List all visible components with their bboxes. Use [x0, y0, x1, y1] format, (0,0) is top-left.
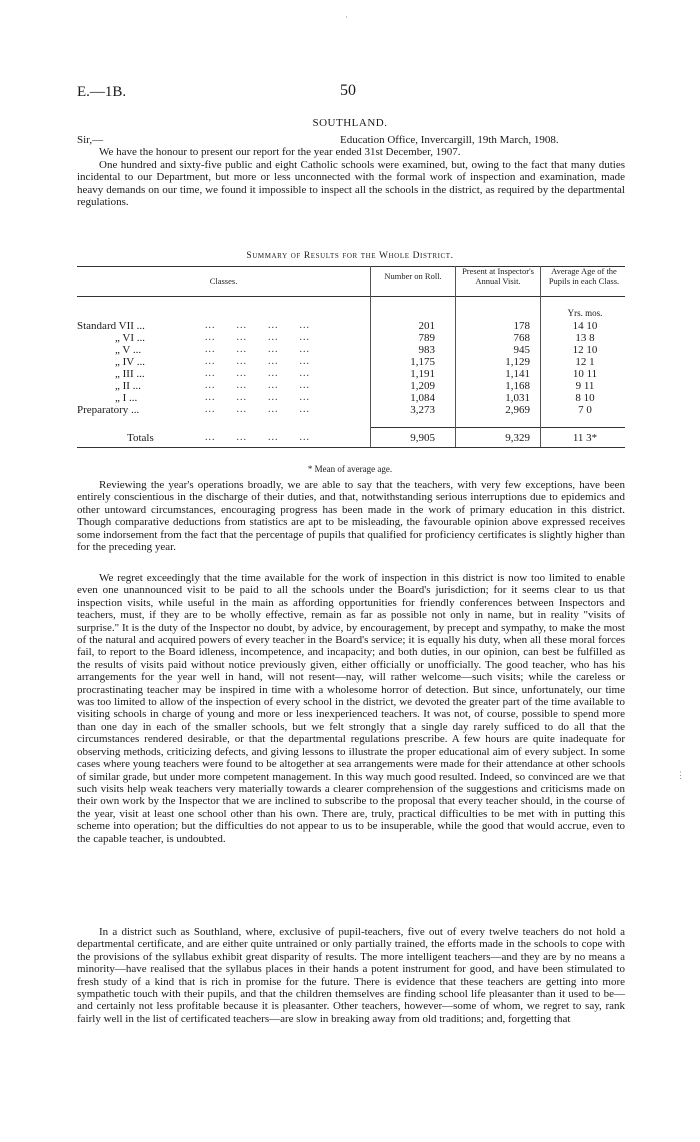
paragraph-review: Reviewing the year's operations broadly, we are able to say that the teachers, with very few exceptions, have been entirely conscientious in the discharge of their duties, and that, notwithstanding serious interruptions due to epidemics and other untoward circumstances, encouraging progress has been made in the work of primary education in this district. Though comparative deductions from statistics are apt to be misleading, the favourable opinion above expressed receives some indorsement from the fact that the percentage of pupils that qualified for proficiency certificates is slightly higher than for the preceding year. [77, 479, 625, 554]
cell-roll: 3,273 [410, 404, 435, 416]
header-age: Average Age of the Pupils in each Class. [548, 266, 620, 286]
cell-roll: 201 [418, 320, 435, 332]
dateline: Education Office, Invercargill, 19th March, 1908. [340, 134, 559, 146]
cell-roll: 983 [418, 344, 435, 356]
paragraph-schools-examined: One hundred and sixty-five public and eight Catholic schools were examined, but, owing to the fact that many duties incidental to our Department, but more or less unconnected with the formal work of inspection and examination, made heavy demands on our time, we found it impossible to inspect all the schools in the district, as required by the departmental regulations. [77, 159, 625, 209]
header-roll: Number on Roll. [384, 271, 442, 281]
cell-present: 2,969 [505, 404, 530, 416]
cell-present: 9,329 [505, 432, 530, 444]
cell-age: 8 10 [575, 392, 595, 404]
table-col-divider-1 [370, 266, 371, 447]
row-label: „ V ... [115, 344, 142, 356]
document-reference: E.—1B. [77, 84, 127, 100]
row-label: „ VI ... [115, 332, 146, 344]
cell-age: 11 3* [572, 432, 598, 444]
table-rule-header [77, 296, 625, 297]
cell-present: 178 [513, 320, 530, 332]
page-number: 50 [340, 82, 356, 99]
cell-roll: 789 [418, 332, 435, 344]
row-label: „ II ... [115, 380, 141, 392]
leader-dots: ... ... ... ... [205, 380, 310, 391]
row-label: „ I ... [115, 392, 138, 404]
age-unit-label: Yrs. mos. [567, 308, 603, 318]
leader-dots: ... ... ... ... [205, 332, 310, 343]
header-classes: Classes. [209, 276, 238, 286]
header-present: Present at Inspector's Annual Visit. [462, 266, 534, 286]
paragraph-district: In a district such as Southland, where, exclusive of pupil-teachers, five out of every twelve teachers do not hold a departmental certificate, and are either quite untrained or only partially trained, the efforts made in the schools to cope with the provisions of the syllabus exhibit great disparity of results. The more intelligent teachers—and they are by no means a minority—have realised that the syllabus places in their hands a potent instrument for good, and have been stimulated to fresh study of a kind that is rich in promise for the future. There is evidence that these teachers are getting into more sympathetic touch with their pupils, and that the children themselves are finding school life pleasanter than it used to be—and certainly not less profitable because it is pleasanter. Other teachers, however—some of whom, we regret to say, rank fairly well in the list of certificated teachers—are slow in breaking away from old traditions; and, forgetting that [77, 926, 625, 1025]
table-footnote: * Mean of average age. [307, 464, 393, 474]
row-label: Totals [127, 432, 154, 444]
row-label: „ III ... [115, 368, 145, 380]
cell-age: 12 1 [575, 356, 595, 368]
cell-present: 1,129 [505, 356, 530, 368]
paragraph-inspection: We regret exceedingly that the time available for the work of inspection in this district is now too limited to enable even one unannounced visit to be paid to all the schools under the Board's jurisdiction; for it seems clear to us that inspection visits, while useful in the main as affording opportunities for friendly conferences between Inspectors and teachers, must, if they are to be wholly effective, remain as far as possible not only in name, but in reality "visits of surprise." It is the duty of the Inspector no doubt, by advice, by encouragement, by precept and sympathy, to make the most of the natural and acquired powers of every teacher in the Board's service; it is equally his duty, when all these moral forces fail, to report to the Board idleness, incompetence, and incapacity; and both duties, in our opinion, can best be fulfilled as the results of visits paid without notice previously given, either officially or unofficially. The good teacher, who has his arrangements for the year well in hand, will not resent—nay, will rather welcome—such visits; while the careless or procrastinating teacher may be inspired in time with a wholesome horror of detection. But since, unfortunately, our time was too limited to allow of the inspection of every school in the district, we devoted the greater part of the time available to visiting schools in charge of young and more or less inexperienced teachers. It was not, of course, possible to spend more than one day in each of the smaller schools, but we felt strongly that a single day rarely sufficed to do all that the circumstances rendered desirable, or that the departmental regulations prescribe. A few hours are quite inadequate for observing methods, criticizing defects, and giving lessons to illustrate the proper educational aim of every subject. In some cases where young teachers were found to be altogether at sea arrangements were made for their attendance at other schools of similar grade, but under more competent management. In this way much good resulted. Indeed, so convinced are we that such visits help weak teachers very materially towards a clearer comprehension of the suggestions and criticisms made on their own work by the Inspector that we are inclined to subscribe to the proposal that every teacher should, in the course of the year, visit at least one school other than his own. There are, truly, practical difficulties to be met with in putting this scheme into operation; but the difficulties do not appear to us to be insuperable, while the good that would accrue, even to the capable teacher, is undoubted. [77, 572, 625, 845]
salutation: Sir,— [77, 134, 104, 146]
cell-present: 1,031 [505, 392, 530, 404]
cell-age: 9 11 [575, 380, 595, 392]
leader-dots: ... ... ... ... [205, 432, 310, 443]
cell-age: 13 8 [575, 332, 595, 344]
leader-dots: ... ... ... ... [205, 392, 310, 403]
scan-mark-margin: ⋮ [676, 770, 685, 780]
cell-age: 10 11 [572, 368, 598, 380]
table-rule-bottom [77, 447, 625, 448]
cell-present: 1,141 [505, 368, 530, 380]
row-label: Standard VII ... [77, 320, 145, 332]
table-rule-totals [370, 427, 625, 428]
scan-mark-top: · [345, 12, 348, 22]
cell-roll: 1,175 [410, 356, 435, 368]
leader-dots: ... ... ... ... [205, 368, 310, 379]
cell-present: 1,168 [505, 380, 530, 392]
leader-dots: ... ... ... ... [205, 344, 310, 355]
cell-age: 14 10 [572, 320, 598, 332]
section-title: SOUTHLAND. [312, 117, 388, 129]
cell-age: 7 0 [578, 404, 592, 416]
table-col-divider-3 [540, 266, 541, 447]
row-label: Preparatory ... [77, 404, 140, 416]
row-label: „ IV ... [115, 356, 146, 368]
table-col-divider-2 [455, 266, 456, 447]
leader-dots: ... ... ... ... [205, 404, 310, 415]
cell-age: 12 10 [572, 344, 598, 356]
leader-dots: ... ... ... ... [205, 356, 310, 367]
cell-roll: 1,084 [410, 392, 435, 404]
cell-present: 768 [513, 332, 530, 344]
table-title: Summary of Results for the Whole District. [246, 251, 454, 261]
leader-dots: ... ... ... ... [205, 320, 310, 331]
paragraph-intro: We have the honour to present our report for the year ended 31st December, 1907. [99, 146, 461, 158]
cell-roll: 1,209 [410, 380, 435, 392]
cell-roll: 9,905 [410, 432, 435, 444]
cell-roll: 1,191 [410, 368, 435, 380]
cell-present: 945 [513, 344, 530, 356]
